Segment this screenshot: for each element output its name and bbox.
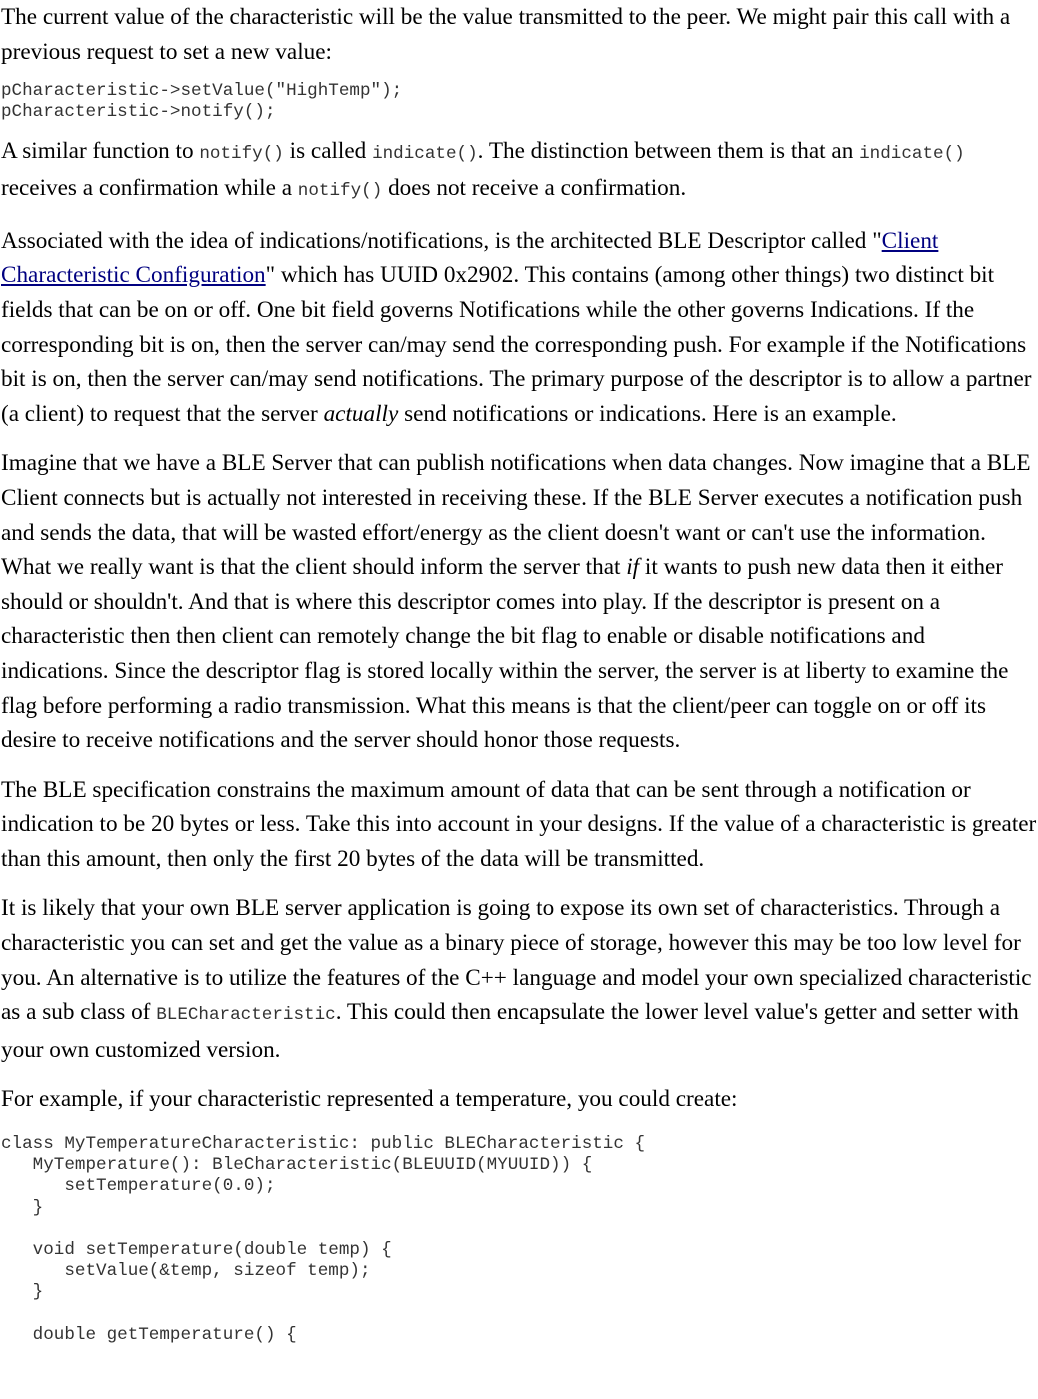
emphasis-if: if xyxy=(626,554,640,581)
paragraph-intro: The current value of the characteristic will be the value transmitted to the peer. We might pair this call with a previous request to set a new value: xyxy=(1,4,1011,65)
text-run: send notifications or indications. Here is an example. xyxy=(398,400,897,427)
text-run: is called xyxy=(283,137,373,164)
paragraph-for-example: For example, if your characteristic represented a temperature, you could create: xyxy=(1,1086,738,1113)
text-run: . The distinction between them is that an xyxy=(477,137,860,164)
text-run: " which has UUID 0x2902. This contains (among other things) two distinct bit fields that can be on or off. One bit field governs Notifications while the other governs Indications. If the corresponding bit is on, then the server can/may send the corresponding push. For example if the Notifications bit is on, then the server can/may send notifications. The primary purpose of the descriptor is to allow a partner (a client) to request that the server xyxy=(1,262,1032,427)
paragraph-notify-indicate xyxy=(1,134,1037,209)
paragraph-subclass xyxy=(1,891,1037,1067)
text-run: it wants to push new data then it either should or shouldn't. And that is where this descriptor comes into play. If the descriptor is present on a characteristic then then client can remotely change the bit flag to enable or disable notifications and indications. Since the descriptor flag is stored locally within the server, the server is at liberty to examine the flag before performing a radio transmission. What this means is that the client/peer can toggle on or off its desire to receive notifications and the server should honor those requests. xyxy=(1,554,1009,754)
paragraph-example-scenario xyxy=(1,446,1037,757)
link-client-characteristic-configuration[interactable]: Client Characteristic Configuration xyxy=(1,227,939,289)
code-block-temperature-class: class MyTemperatureCharacteristic: public BLECharacteristic { MyTemperature(): BleCharacteristic(BLEUUID(MYUUID)) { setTemperature(0.0); } void setTemperature(double temp) { setValue(&temp, sizeof temp); } double getTemperature() { xyxy=(1,1134,646,1345)
text-run: A similar function to xyxy=(1,137,200,164)
document-body xyxy=(1,0,1037,1356)
emphasis-actually: actually xyxy=(323,400,399,427)
inline-code-indicate: indicate() xyxy=(859,143,965,164)
paragraph-descriptor xyxy=(1,224,1037,432)
text-run: Associated with the idea of indications/notifications, is the architected BLE Descriptor called " xyxy=(1,227,882,254)
inline-code-indicate: indicate() xyxy=(372,143,478,164)
inline-code-notify: notify() xyxy=(297,181,383,202)
text-run: It is likely that your own BLE server application is going to expose its own set of characteristics. Through a characteristic you can set and get the value as a binary piece of storage, however this may be too low level for you. An alternative is to utilize the features of the C++ language and model your own specialized characteristic as a sub class of xyxy=(1,895,1032,1026)
inline-code-blecharacteristic: BLECharacteristic xyxy=(156,1005,336,1026)
inline-code-notify: notify() xyxy=(199,143,284,164)
paragraph-ble-limit: The BLE specification constrains the maximum amount of data that can be sent through a notification or indication to be 20 bytes or less. Take this into account in your designs. If the value of a characteristic is greater than this amount, then only the first 20 bytes of the data will be transmitted. xyxy=(1,776,1037,872)
text-run: does not receive a confirmation. xyxy=(382,175,687,202)
text-run: . This could then encapsulate the lower level value's getter and setter with your own customized version. xyxy=(1,999,1019,1063)
text-run: Imagine that we have a BLE Server that can publish notifications when data changes. Now imagine that a BLE Client connects but is actually not interested in receiving these. If the BLE Server executes a notification push and sends the data, that will be wasted effort/energy as the client doesn't want or can't use the information. What we really want is that the client should inform the server that xyxy=(1,450,1031,581)
text-run: receives a confirmation while a xyxy=(1,175,298,202)
code-block-notify: pCharacteristic->setValue("HighTemp"); pCharacteristic->notify(); xyxy=(1,81,403,123)
